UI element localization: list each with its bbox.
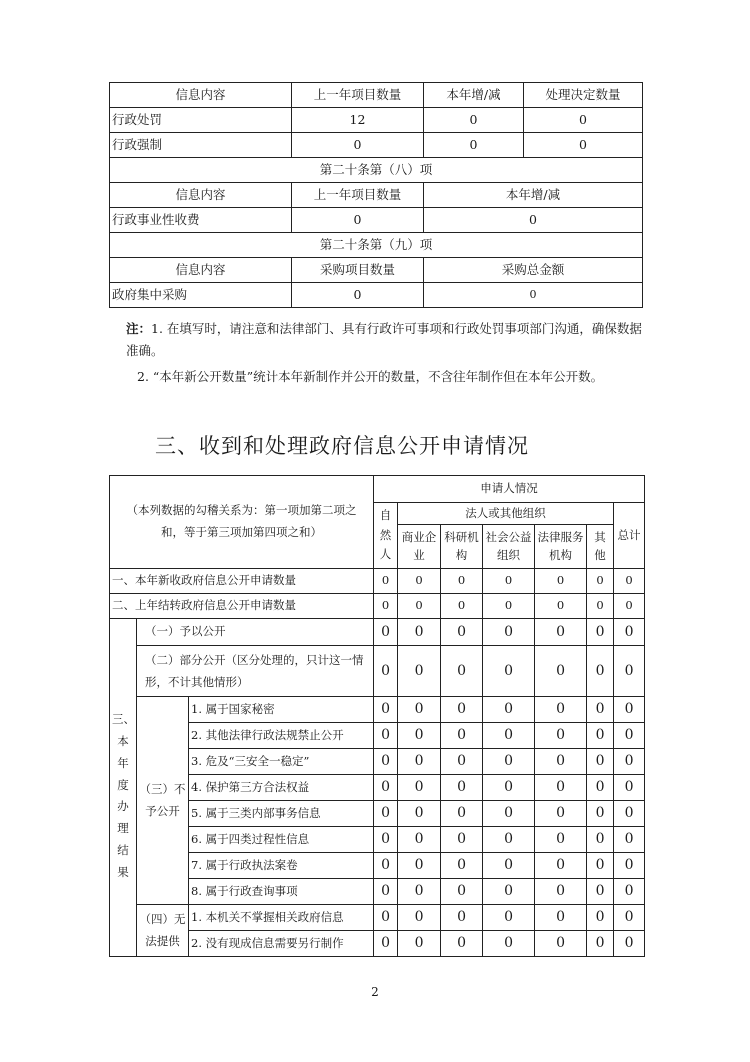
- table-cell: 0: [587, 827, 614, 853]
- table-cell: 0: [614, 749, 645, 775]
- table-row: [110, 853, 645, 879]
- table-cell: 0: [535, 879, 587, 905]
- table-cell: 0: [374, 853, 398, 879]
- table-cell: 0: [614, 827, 645, 853]
- table-cell: 0: [483, 827, 535, 853]
- header-cell: 采购总金额: [424, 258, 643, 283]
- table-cell: 0: [374, 775, 398, 801]
- table-cell: 0: [374, 801, 398, 827]
- table-cell: 0: [441, 723, 483, 749]
- table-header-row: [110, 83, 643, 108]
- table-cell: 0: [614, 646, 645, 697]
- table-cell: 0: [483, 775, 535, 801]
- note-2: 2. “本年新公开数量”统计本年新制作并公开的数量，不含往年制作但在本年公开数。: [137, 369, 604, 384]
- table-cell: 0: [587, 775, 614, 801]
- table-cell: 0: [441, 879, 483, 905]
- row-label: （一）予以公开: [137, 619, 374, 646]
- table-row: [110, 133, 643, 158]
- table-cell: 0: [587, 619, 614, 646]
- table-cell: 0: [587, 646, 614, 697]
- table-cell: 0: [614, 853, 645, 879]
- table-row: [110, 749, 645, 775]
- table-cell: 0: [374, 569, 398, 594]
- header-cell: 总计: [614, 503, 645, 569]
- table-cell: 0: [292, 208, 424, 233]
- section-title: 第二十条第（八）项: [110, 158, 643, 183]
- table-row: [110, 801, 645, 827]
- table-cell: 0: [374, 827, 398, 853]
- table-row: [110, 594, 645, 619]
- header-cell: 信息内容: [110, 258, 292, 283]
- table-cell: 0: [374, 723, 398, 749]
- table-cell: 0: [587, 853, 614, 879]
- table-cell: 0: [398, 827, 441, 853]
- row-label: 6. 属于四类过程性信息: [189, 827, 374, 853]
- table-cell: 0: [424, 133, 524, 158]
- table-cell: 0: [424, 283, 643, 308]
- row-label: 2. 其他法律行政法规禁止公开: [189, 723, 374, 749]
- header-cell: 商业企业: [398, 525, 441, 569]
- table-cell: 0: [441, 775, 483, 801]
- application-stats-table: [109, 475, 645, 957]
- table-cell: 0: [374, 594, 398, 619]
- table-cell: 0: [398, 853, 441, 879]
- header-cell: 信息内容: [110, 183, 292, 208]
- table-cell: 0: [424, 108, 524, 133]
- table-cell: 0: [483, 646, 535, 697]
- table-cell: 0: [535, 931, 587, 957]
- table-row: [110, 775, 645, 801]
- section-heading: 三、收到和处理政府信息公开申请情况: [155, 434, 529, 458]
- table-row: [110, 569, 645, 594]
- row-label: 政府集中采购: [110, 283, 292, 308]
- header-cell: 自然人: [374, 503, 398, 569]
- table-row: [110, 283, 643, 308]
- table-header-row: [110, 258, 643, 283]
- table-header-row: [110, 476, 645, 503]
- row-label: 2. 没有现成信息需要另行制作: [189, 931, 374, 957]
- table-cell: 0: [483, 879, 535, 905]
- row-label: 4. 保护第三方合法权益: [189, 775, 374, 801]
- table-row: [110, 827, 645, 853]
- header-cell: 申请人情况: [374, 476, 645, 503]
- cannot-group-label: （四）无法提供: [137, 905, 189, 957]
- table-cell: 0: [374, 905, 398, 931]
- table-header-row: [110, 183, 643, 208]
- table-cell: 0: [441, 853, 483, 879]
- table-cell: 0: [398, 619, 441, 646]
- table-cell: 0: [483, 931, 535, 957]
- not-open-group-label: （三）不予公开: [137, 697, 189, 905]
- header-cell: 采购项目数量: [292, 258, 424, 283]
- table-cell: 0: [614, 723, 645, 749]
- table-cell: 0: [535, 827, 587, 853]
- table-cell: 0: [535, 723, 587, 749]
- row-label: 行政强制: [110, 133, 292, 158]
- table-cell: 0: [441, 594, 483, 619]
- row-label: 1. 本机关不掌握相关政府信息: [189, 905, 374, 931]
- header-note: （本列数据的勾稽关系为：第一项加第二项之和，等于第三项加第四项之和）: [110, 476, 374, 569]
- table-cell: 0: [483, 905, 535, 931]
- table-cell: 0: [614, 619, 645, 646]
- table-cell: 0: [398, 697, 441, 723]
- table-cell: 0: [535, 775, 587, 801]
- table-row: [110, 619, 645, 646]
- table-cell: 0: [524, 133, 643, 158]
- row-label: 1. 属于国家秘密: [189, 697, 374, 723]
- table-cell: 0: [535, 697, 587, 723]
- table-cell: 0: [587, 905, 614, 931]
- table-cell: 0: [374, 619, 398, 646]
- table-cell: 0: [535, 749, 587, 775]
- table-cell: 0: [614, 931, 645, 957]
- row-label: 8. 属于行政查询事项: [189, 879, 374, 905]
- table-cell: 0: [614, 905, 645, 931]
- note-1: [126, 318, 646, 362]
- table-row: [110, 208, 643, 233]
- page-number: 2: [371, 985, 379, 999]
- row-label: 5. 属于三类内部事务信息: [189, 801, 374, 827]
- table-cell: 0: [614, 775, 645, 801]
- table-cell: 0: [587, 801, 614, 827]
- table-cell: 0: [374, 646, 398, 697]
- table-cell: 0: [614, 879, 645, 905]
- header-cell: 上一年项目数量: [292, 83, 424, 108]
- table-cell: 0: [441, 619, 483, 646]
- header-cell: 上一年项目数量: [292, 183, 424, 208]
- row-label: （二）部分公开（区分处理的，只计这一情形，不计其他情形）: [137, 646, 374, 697]
- table-cell: 0: [441, 931, 483, 957]
- note-text: 1. 在填写时，请注意和法律部门、具有行政许可事项和行政处罚事项部门沟通，确保数据准确。: [126, 321, 642, 358]
- disclosure-stats-table: [109, 82, 643, 308]
- table-cell: 0: [587, 569, 614, 594]
- section-row: [110, 233, 643, 258]
- table-cell: 0: [587, 931, 614, 957]
- table-cell: 0: [535, 569, 587, 594]
- table-cell: 0: [587, 749, 614, 775]
- table-cell: 0: [535, 594, 587, 619]
- header-cell: 法人或其他组织: [398, 503, 614, 525]
- table-cell: 0: [587, 697, 614, 723]
- header-cell: 信息内容: [110, 83, 292, 108]
- table-cell: 0: [398, 801, 441, 827]
- section-title: 第二十条第（九）项: [110, 233, 643, 258]
- table-row: [110, 108, 643, 133]
- row-label: 行政事业性收费: [110, 208, 292, 233]
- row-label: 行政处罚: [110, 108, 292, 133]
- table-cell: 0: [441, 905, 483, 931]
- table-cell: 0: [483, 723, 535, 749]
- table-cell: 0: [398, 569, 441, 594]
- table-cell: 0: [292, 283, 424, 308]
- result-group-label: 三、本年度办理结果: [110, 619, 137, 957]
- table-cell: 0: [483, 697, 535, 723]
- table-cell: 0: [398, 723, 441, 749]
- table-cell: 0: [398, 749, 441, 775]
- table-cell: 0: [483, 569, 535, 594]
- table-cell: 0: [483, 801, 535, 827]
- table-cell: 0: [398, 905, 441, 931]
- table-cell: 0: [483, 749, 535, 775]
- table-row: [110, 646, 645, 697]
- row-label: 7. 属于行政执法案卷: [189, 853, 374, 879]
- table-cell: 0: [398, 775, 441, 801]
- table-cell: 12: [292, 108, 424, 133]
- table-cell: 0: [483, 853, 535, 879]
- table-cell: 0: [614, 594, 645, 619]
- table-cell: 0: [587, 594, 614, 619]
- header-cell: 本年增/减: [424, 183, 643, 208]
- table-row: [110, 697, 645, 723]
- table-cell: 0: [398, 646, 441, 697]
- header-cell: 其他: [587, 525, 614, 569]
- table-cell: 0: [587, 723, 614, 749]
- table-cell: 0: [374, 697, 398, 723]
- table-cell: 0: [441, 749, 483, 775]
- table-cell: 0: [524, 108, 643, 133]
- table-row: [110, 905, 645, 931]
- header-cell: 社会公益组织: [483, 525, 535, 569]
- header-cell: 处理决定数量: [524, 83, 643, 108]
- table-cell: 0: [441, 569, 483, 594]
- table-cell: 0: [614, 801, 645, 827]
- note-label: 注：: [126, 321, 152, 336]
- table-cell: 0: [614, 569, 645, 594]
- row-label: 二、上年结转政府信息公开申请数量: [110, 594, 374, 619]
- table-cell: 0: [374, 931, 398, 957]
- table-cell: 0: [441, 646, 483, 697]
- table-cell: 0: [292, 133, 424, 158]
- table-cell: 0: [398, 594, 441, 619]
- table-row: [110, 879, 645, 905]
- header-cell: 本年增/减: [424, 83, 524, 108]
- table-cell: 0: [424, 208, 643, 233]
- table-cell: 0: [587, 879, 614, 905]
- table-cell: 0: [398, 931, 441, 957]
- table-cell: 0: [535, 905, 587, 931]
- section-row: [110, 158, 643, 183]
- table-cell: 0: [535, 619, 587, 646]
- table-cell: 0: [441, 697, 483, 723]
- table-cell: 0: [535, 801, 587, 827]
- table-cell: 0: [483, 619, 535, 646]
- table-cell: 0: [535, 646, 587, 697]
- row-label: 3. 危及“三安全一稳定”: [189, 749, 374, 775]
- table-cell: 0: [614, 697, 645, 723]
- table-cell: 0: [483, 594, 535, 619]
- header-cell: 法律服务机构: [535, 525, 587, 569]
- row-label: 一、本年新收政府信息公开申请数量: [110, 569, 374, 594]
- table-cell: 0: [374, 749, 398, 775]
- table-cell: 0: [441, 801, 483, 827]
- header-cell: 科研机构: [441, 525, 483, 569]
- table-cell: 0: [398, 879, 441, 905]
- table-cell: 0: [441, 827, 483, 853]
- table-cell: 0: [374, 879, 398, 905]
- table-row: [110, 723, 645, 749]
- table-row: [110, 931, 645, 957]
- table-cell: 0: [535, 853, 587, 879]
